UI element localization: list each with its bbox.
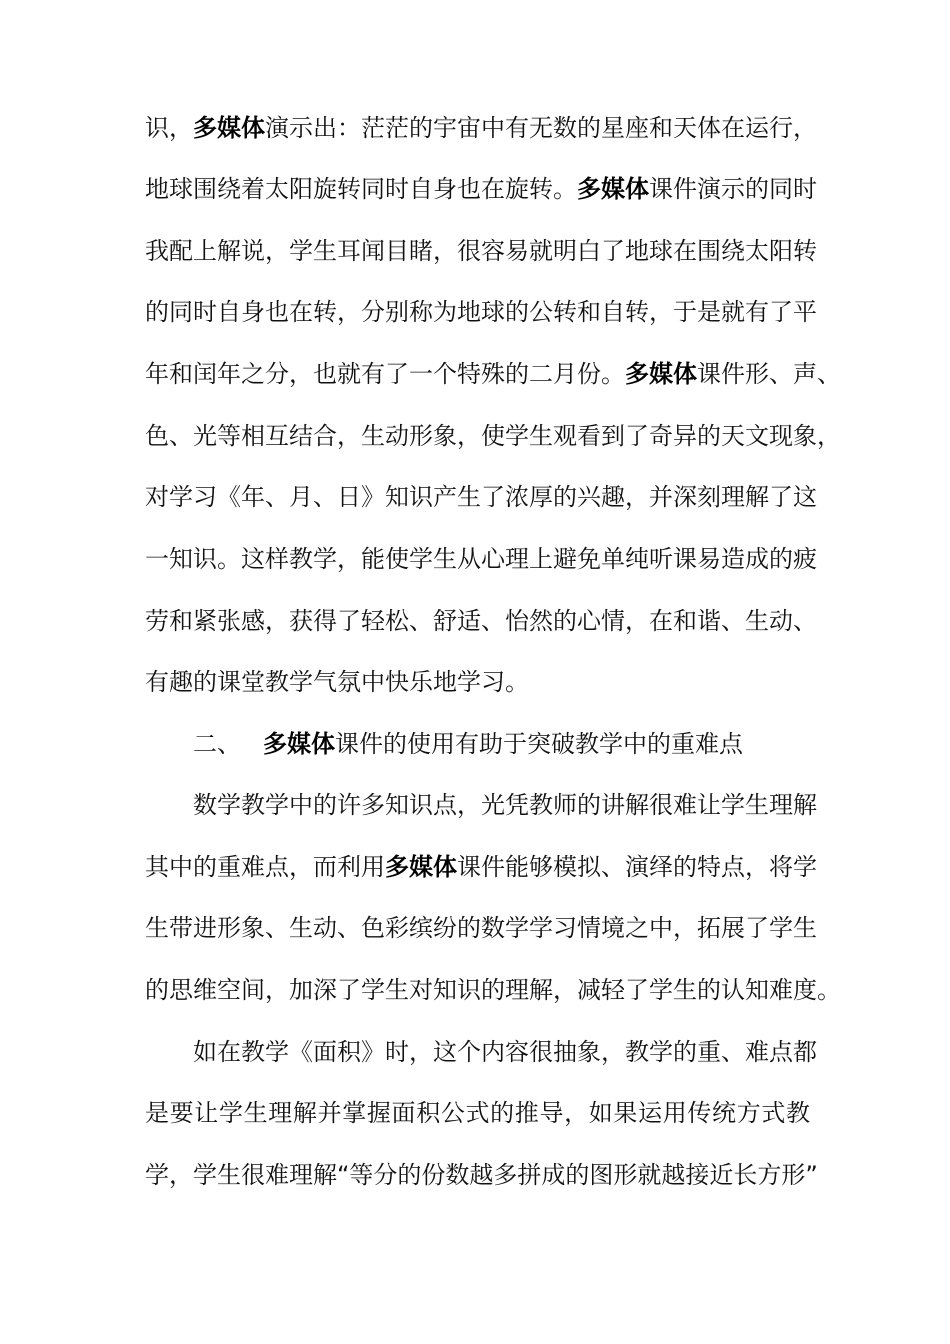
body-text-line: 识，多媒体演示出：茫茫的宇宙中有无数的星座和天体在运行，	[145, 114, 817, 142]
section-number: 二、	[193, 730, 241, 758]
section-heading: 二、 多媒体课件的使用有助于突破教学中的重难点	[193, 730, 743, 758]
body-text-line: 色、光等相互结合，生动形象，使学生观看到了奇异的天文现象，	[145, 422, 841, 450]
body-text-line: 一知识。这样教学，能使学生从心理上避免单纯听课易造成的疲	[145, 545, 817, 573]
body-text-line: 的思维空间，加深了学生对知识的理解，减轻了学生的认知难度。	[145, 976, 841, 1004]
body-text-line: 数学教学中的许多知识点，光凭教师的讲解很难让学生理解	[193, 791, 817, 819]
body-text-line: 我配上解说，学生耳闻目睹，很容易就明白了地球在围绕太阳转	[145, 237, 817, 265]
body-text-line: 生带进形象、生动、色彩缤纷的数学学习情境之中，拓展了学生	[145, 914, 817, 942]
body-text-line: 劳和紧张感，获得了轻松、舒适、怡然的心情，在和谐、生动、	[145, 607, 817, 635]
body-text-line: 年和闰年之分，也就有了一个特殊的二月份。多媒体课件形、声、	[145, 360, 841, 388]
body-text-line: 如在教学《面积》时，这个内容很抽象，教学的重、难点都	[193, 1038, 817, 1066]
body-text-line: 地球围绕着太阳旋转同时自身也在旋转。多媒体课件演示的同时	[145, 175, 817, 203]
body-text-line: 的同时自身也在转，分别称为地球的公转和自转，于是就有了平	[145, 298, 817, 326]
body-text-line: 对学习《年、月、日》知识产生了浓厚的兴趣，并深刻理解了这	[145, 483, 817, 511]
body-text-line: 其中的重难点，而利用多媒体课件能够模拟、演绎的特点，将学	[145, 853, 817, 881]
body-text-line: 是要让学生理解并掌握面积公式的推导，如果运用传统方式教	[145, 1099, 810, 1127]
body-text-line: 有趣的课堂教学气氛中快乐地学习。	[145, 668, 529, 696]
body-text-line: 学，学生很难理解“等分的份数越多拼成的图形就越接近长方形”	[145, 1161, 818, 1189]
